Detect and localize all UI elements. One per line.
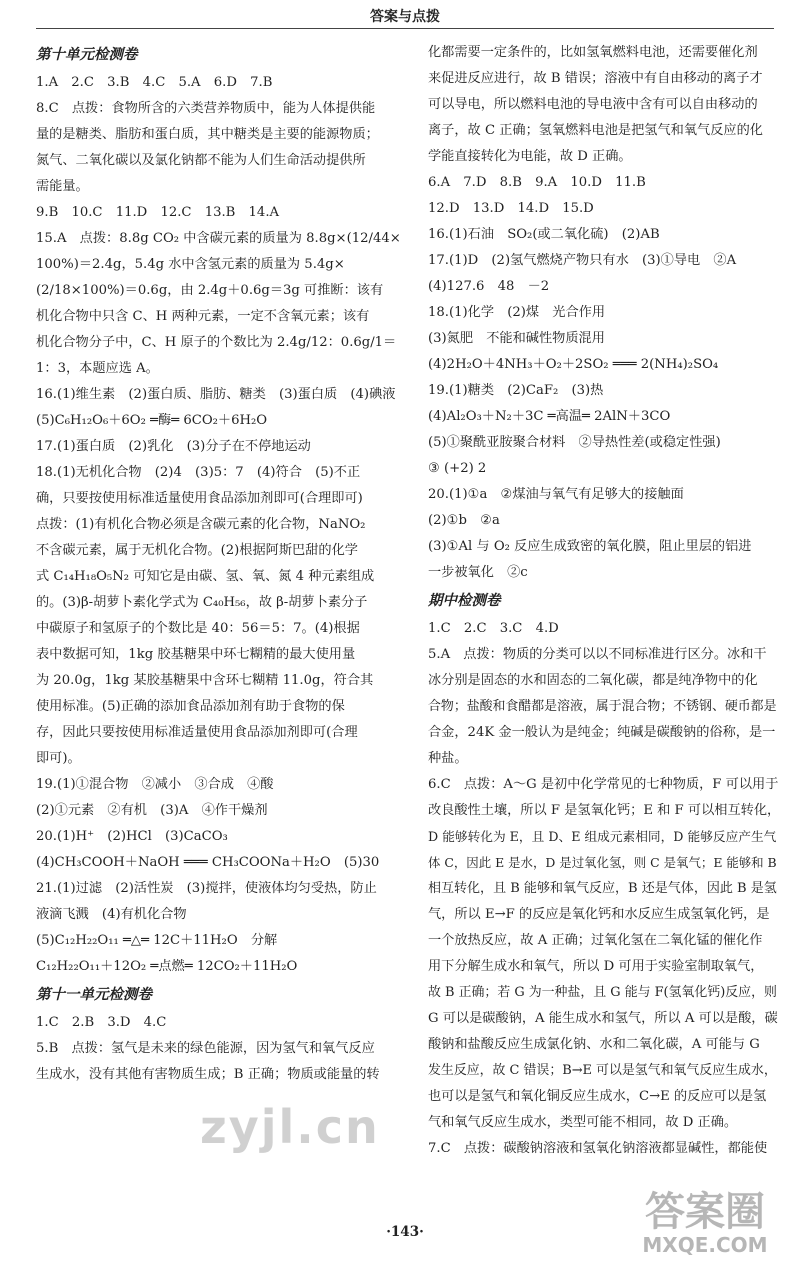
left-column	[36, 40, 404, 1088]
text-line: 21.(1)过滤 (2)活性炭 (3)搅拌，使液体均匀受热，防止	[36, 881, 377, 896]
text-line: 19.(1)糖类 (2)CaF₂ (3)热	[428, 383, 604, 398]
text-line: 也可以是氢气和氧化铜反应生成水，C→E 的反应可以是氢	[428, 1089, 767, 1104]
header-title: 答案与点拨	[370, 9, 440, 25]
text-line: (4)127.6 48 －2	[428, 279, 550, 294]
text-line: 16.(1)维生素 (2)蛋白质、脂肪、糖类 (3)蛋白质 (4)碘液	[36, 387, 396, 402]
text-line: 液滴飞溅 (4)有机化合物	[36, 907, 187, 922]
text-line: D 能够转化为 E，且 D、E 组成元素相同，D 能够反应产生气	[428, 829, 777, 844]
text-line: C₁₂H₂₂O₁₁＋12O₂ ═点燃═ 12CO₂＋11H₂O	[36, 959, 298, 974]
text-line: 量的是糖类、脂肪和蛋白质，其中糖类是主要的能源物质；	[36, 127, 379, 142]
text-line: 20.(1)H⁺ (2)HCl (3)CaCO₃	[36, 829, 228, 844]
text-line: 6.C 点拨：A～G 是初中化学常见的七种物质，F 可以用于	[428, 777, 779, 792]
page-header	[0, 0, 810, 30]
text-line: 冰分别是固态的水和固态的二氧化碳，都是纯净物中的化	[428, 673, 758, 688]
text-line: 机化合物中只含 C、H 两种元素，一定不含氧元素；该有	[36, 309, 370, 324]
text-line: 酸钠和盐酸反应生成氯化钠、水和二氧化碳，A 可能与 G	[428, 1037, 760, 1052]
text-line: (3)氮肥 不能和碱性物质混用	[428, 331, 605, 346]
text-line: 氮气、二氧化碳以及氯化钠都不能为人们生命活动提供所	[36, 153, 366, 168]
text-line: 相互转化，且 B 能够和氧气反应，B 还是气体，因此 B 是氢	[428, 881, 777, 896]
text-line: 学能直接转化为电能，故 D 正确。	[428, 149, 632, 164]
text-line: 8.C 点拨：食物所含的六类营养物质中，能为人体提供能	[36, 101, 376, 116]
text-line: 发生反应，故 C 错误；B→E 可以是氢气和氧气反应生成水，	[428, 1063, 777, 1078]
text-line: 16.(1)石油 SO₂(或二氧化硫) (2)AB	[428, 227, 660, 242]
text-line: 18.(1)无机化合物 (2)4 (3)5：7 (4)符合 (5)不正	[36, 465, 361, 480]
watermark-logo-cn: 答案圈	[645, 1189, 765, 1235]
text-line: 化都需要一定条件的，比如氢氧燃料电池，还需要催化剂	[428, 45, 758, 60]
text-line: 表中数据可知，1kg 胶基糖果中环七糊精的最大使用量	[36, 647, 356, 662]
text-line: 生成水，没有其他有害物质生成；B 正确；物质或能量的转	[36, 1067, 380, 1082]
text-line: 气，所以 E→F 的反应是氧化钙和水反应生成氢氧化钙，是	[428, 907, 770, 922]
text-line: 100%)＝2.4g，5.4g 水中含氢元素的质量为 5.4g×	[36, 257, 345, 272]
text-line: 5.A 点拨：物质的分类可以以不同标准进行区分。冰和干	[428, 647, 767, 662]
text-line: 的。(3)β-胡萝卜素化学式为 C₄₀H₅₆，故 β-胡萝卜素分子	[36, 595, 368, 610]
text-line: 7.C 点拨：碳酸钠溶液和氢氧化钠溶液都显碱性，都能使	[428, 1141, 768, 1156]
text-line: (2/18×100%)＝0.6g，由 2.4g＋0.6g＝3g 可推断：该有	[36, 283, 384, 298]
text-line: (5)C₆H₁₂O₆＋6O₂ ═酶═ 6CO₂＋6H₂O	[36, 413, 268, 428]
right-column	[428, 40, 780, 1162]
text-line: 12.D 13.D 14.D 15.D	[428, 201, 594, 216]
text-line: 不含碳元素，属于无机化合物。(2)根据阿斯巴甜的化学	[36, 543, 358, 558]
text-line: 需能量。	[36, 179, 89, 194]
watermark-site: zyjl.cn	[200, 1100, 380, 1154]
text-line: G 可以是碳酸钠，A 能生成水和氢气，所以 A 可以是酸，碳	[428, 1011, 778, 1026]
text-line: 体 C，因此 E 是水，D 是过氧化氢，则 C 是氧气；E 能够和 B	[428, 855, 777, 870]
section-title: 第十单元检测卷	[36, 47, 138, 63]
watermark-logo	[620, 1190, 790, 1256]
text-line: 来促进反应进行，故 B 错误；溶液中有自由移动的离子才	[428, 71, 763, 86]
text-line: 5.B 点拨：氢气是未来的绿色能源，因为氢气和氧气反应	[36, 1041, 375, 1056]
text-line: (4)2H₂O＋4NH₃＋O₂＋2SO₂ ═══ 2(NH₄)₂SO₄	[428, 357, 719, 372]
text-line: (3)①Al 与 O₂ 反应生成致密的氧化膜，阻止里层的铝进	[428, 539, 752, 554]
text-line: 合金，24K 金一般认为是纯金；纯碱是碳酸钠的俗称，是一	[428, 725, 776, 740]
text-line: 改良酸性土壤，所以 F 是氢氧化钙；E 和 F 可以相互转化，	[428, 803, 781, 818]
section-title: 期中检测卷	[428, 593, 501, 609]
text-line: 离子，故 C 正确；氢氧燃料电池是把氢气和氧气反应的化	[428, 123, 763, 138]
text-line: 17.(1)蛋白质 (2)乳化 (3)分子在不停地运动	[36, 439, 311, 454]
text-line: (4)Al₂O₃＋N₂＋3C ═高温═ 2AlN＋3CO	[428, 409, 671, 424]
text-line: 6.A 7.D 8.B 9.A 10.D 11.B	[428, 175, 646, 190]
text-line: 一个放热反应，故 A 正确；过氧化氢在二氧化锰的催化作	[428, 933, 763, 948]
text-line: 式 C₁₄H₁₈O₅N₂ 可知它是由碳、氢、氧、氮 4 种元素组成	[36, 569, 375, 584]
text-line: 合物；盐酸和食醋都是溶液，属于混合物；不锈钢、硬币都是	[428, 699, 777, 714]
text-line: 存，因此只要按使用标准适量使用食品添加剂即可(合理	[36, 725, 358, 740]
text-line: 用下分解生成水和氧气，所以 D 可用于实验室制取氧气，	[428, 959, 764, 974]
text-line: 故 B 正确；若 G 为一种盐，且 G 能与 F(氢氧化钙)反应，则	[428, 985, 777, 1000]
text-line: 1.C 2.B 3.D 4.C	[36, 1015, 167, 1030]
text-line: 1.C 2.C 3.C 4.D	[428, 621, 559, 636]
section-title: 第十一单元检测卷	[36, 987, 152, 1003]
text-line: (2)①b ②a	[428, 513, 500, 528]
text-line: ③ (+2) 2	[428, 461, 487, 476]
text-line: 15.A 点拨：8.8g CO₂ 中含碳元素的质量为 8.8g×(12/44×	[36, 231, 401, 246]
text-line: 可以导电，所以燃料电池的导电液中含有可以自由移动的	[428, 97, 758, 112]
text-line: 1.A 2.C 3.B 4.C 5.A 6.D 7.B	[36, 75, 273, 90]
text-line: 中碳原子和氢原子的个数比是 40：56＝5：7。(4)根据	[36, 621, 360, 636]
text-line: 气和氧气反应生成水，类型可能不相同，故 D 正确。	[428, 1115, 738, 1130]
text-line: (5)①聚酰亚胺聚合材料 ②导热性差(或稳定性强)	[428, 435, 721, 450]
page-number: ·143·	[386, 1224, 424, 1240]
text-line: 为 20.0g，1kg 某胶基糖果中含环七糊精 11.0g，符合其	[36, 673, 374, 688]
text-line: 9.B 10.C 11.D 12.C 13.B 14.A	[36, 205, 280, 220]
text-line: (5)C₁₂H₂₂O₁₁ ═△═ 12C＋11H₂O 分解	[36, 933, 278, 948]
text-line: 种盐。	[428, 751, 468, 766]
text-line: 18.(1)化学 (2)煤 光合作用	[428, 305, 606, 320]
text-line: 即可)。	[36, 751, 81, 766]
text-line: 确，只要按使用标准适量使用食品添加剂即可(合理即可)	[36, 491, 363, 506]
header-rule	[36, 28, 774, 29]
text-line: (2)①元素 ②有机 (3)A ④作干燥剂	[36, 803, 268, 818]
text-line: (4)CH₃COOH＋NaOH ═══ CH₃COONa＋H₂O (5)30	[36, 855, 380, 870]
text-line: 20.(1)①a ②煤油与氧气有足够大的接触面	[428, 487, 684, 502]
text-line: 点拨：(1)有机化合物必须是含碳元素的化合物，NaNO₂	[36, 517, 366, 532]
text-line: 1：3，本题应选 A。	[36, 361, 159, 376]
text-line: 机化合物分子中，C、H 原子的个数比为 2.4g/12：0.6g/1＝	[36, 335, 397, 350]
watermark-logo-en: MXQE.COM	[642, 1233, 768, 1257]
text-line: 使用标准。(5)正确的添加食品添加剂有助于食物的保	[36, 699, 345, 714]
text-line: 17.(1)D (2)氢气燃烧产物只有水 (3)①导电 ②A	[428, 253, 737, 268]
text-line: 一步被氧化 ②c	[428, 565, 528, 580]
text-line: 19.(1)①混合物 ②减小 ③合成 ④酸	[36, 777, 274, 792]
